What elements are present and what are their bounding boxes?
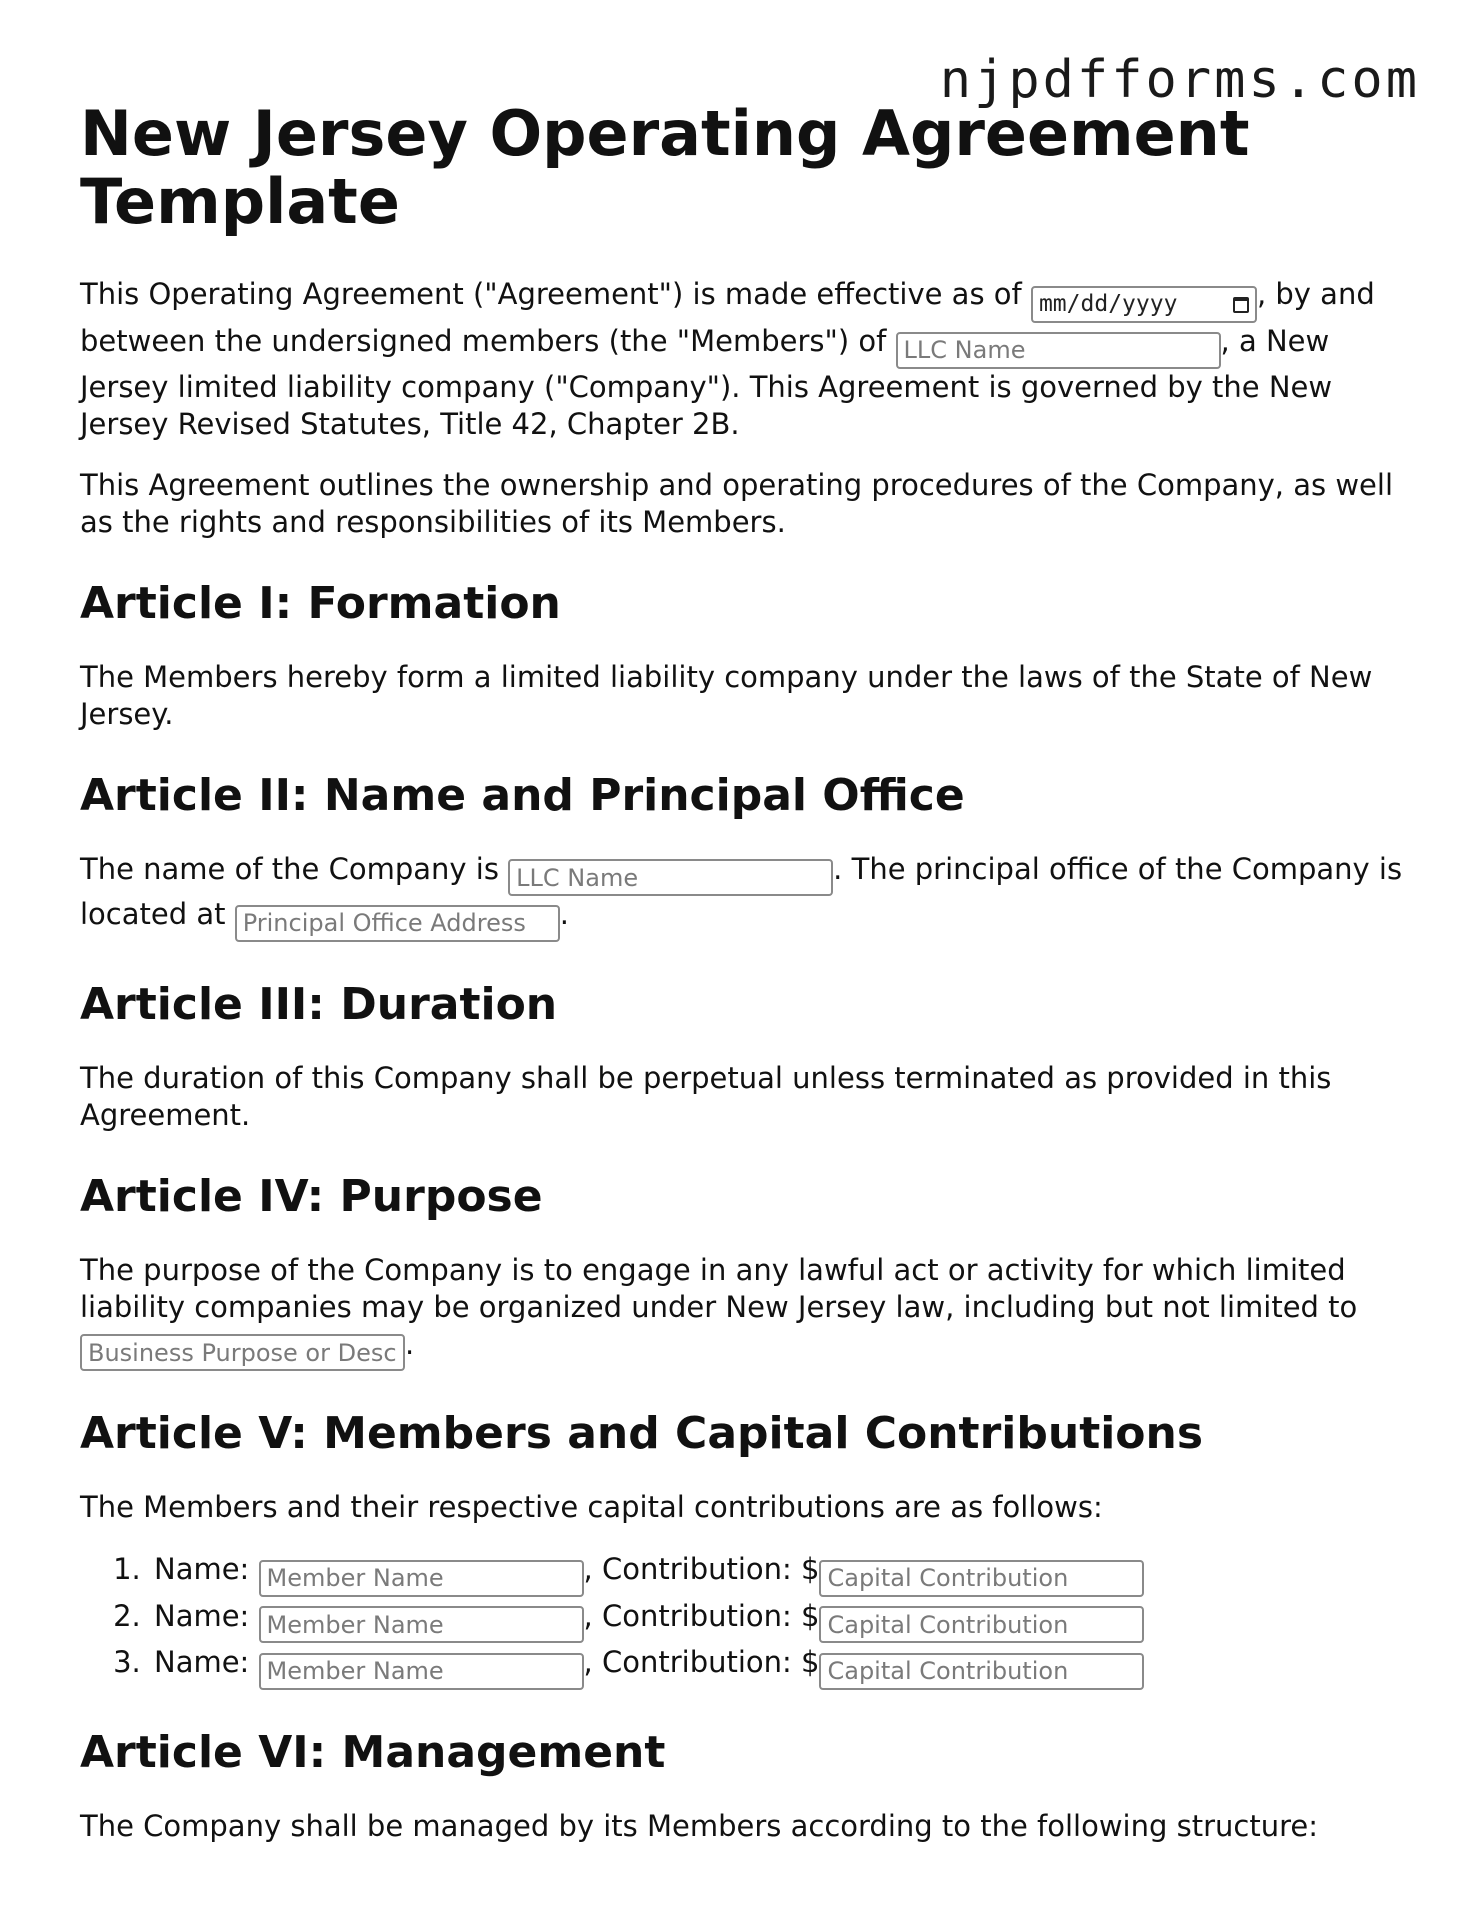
article-4-heading: Article IV: Purpose: [80, 1170, 543, 1222]
article-4-text-2: .: [405, 1326, 415, 1361]
capital-contribution-input[interactable]: [819, 1653, 1144, 1690]
intro-text-2: , by and between the undersigned members (the "Members") of: [80, 277, 1375, 358]
outline-paragraph: This Agreement outlines the ownership and operating procedures of the Company, as well as the rights and responsibilities of its Members.: [80, 467, 1394, 539]
site-watermark: njpdfforms.com: [939, 50, 1420, 110]
list-item: [150, 1643, 1410, 1690]
contribution-label: , Contribution: $: [583, 1645, 820, 1679]
intro-paragraph: [80, 276, 1410, 443]
date-placeholder: mm/dd/yyyy: [1038, 291, 1178, 317]
article-4-paragraph: [80, 1252, 1410, 1372]
intro-llc-name-input[interactable]: [896, 332, 1221, 369]
contribution-label: , Contribution: $: [583, 1598, 820, 1633]
contribution-label: , Contribution: $: [583, 1552, 820, 1586]
article-2-heading: Article II: Name and Principal Office: [80, 769, 965, 821]
name-label: Name:: [154, 1598, 259, 1633]
article-2-paragraph: [80, 851, 1410, 942]
member-name-input[interactable]: [259, 1653, 584, 1690]
article-6-text: The Company shall be managed by its Members according to the following structure:: [80, 1808, 1318, 1843]
page-title: New Jersey Operating Agreement Template: [80, 97, 1250, 238]
capital-contribution-input[interactable]: [819, 1606, 1144, 1643]
member-name-input[interactable]: [259, 1606, 584, 1643]
capital-contribution-input[interactable]: [819, 1560, 1144, 1597]
article-6-heading: Article VI: Management: [80, 1726, 666, 1778]
article-2-text-2: . The principal office of the Company is located at: [80, 851, 1403, 931]
article-2-text-1: The name of the Company is: [80, 851, 509, 886]
member-name-input[interactable]: [259, 1560, 584, 1597]
intro-text-1: This Operating Agreement ("Agreement") is made effective as of: [80, 277, 1031, 311]
intro-text-3: , a New Jersey limited liability company ("Company"). This Agreement is governed by the New Jersey Revised Statutes, Title 42, Chapter 2B.: [80, 324, 1333, 441]
article-4-text-1: The purpose of the Company is to engage in any lawful act or activity for which limited liability companies may be organized under New Jersey law, including but not limited to: [80, 1252, 1358, 1324]
principal-office-input[interactable]: [235, 905, 560, 942]
list-item: [150, 1550, 1410, 1597]
effective-date-input[interactable]: [1031, 286, 1257, 323]
article-5-heading: Article V: Members and Capital Contributions: [80, 1408, 1204, 1459]
members-list: [80, 1550, 1410, 1690]
calendar-icon[interactable]: [1233, 297, 1249, 313]
article-5-text: The Members and their respective capital contributions are as follows:: [80, 1490, 1103, 1524]
article-3-heading: Article III: Duration: [80, 978, 558, 1030]
list-item: [150, 1597, 1410, 1644]
business-purpose-input[interactable]: [80, 1334, 405, 1371]
article-1-heading: Article I: Formation: [80, 577, 561, 629]
article-1-text: The Members hereby form a limited liability company under the laws of the State of New Jersey.: [80, 659, 1373, 731]
name-label: Name:: [154, 1552, 259, 1586]
document-body: [80, 97, 1410, 1869]
article-3-text: The duration of this Company shall be perpetual unless terminated as provided in this Agreement.: [80, 1060, 1332, 1132]
name-label: Name:: [154, 1645, 259, 1679]
article-2-text-3: .: [559, 897, 569, 931]
company-name-input[interactable]: [508, 859, 833, 896]
